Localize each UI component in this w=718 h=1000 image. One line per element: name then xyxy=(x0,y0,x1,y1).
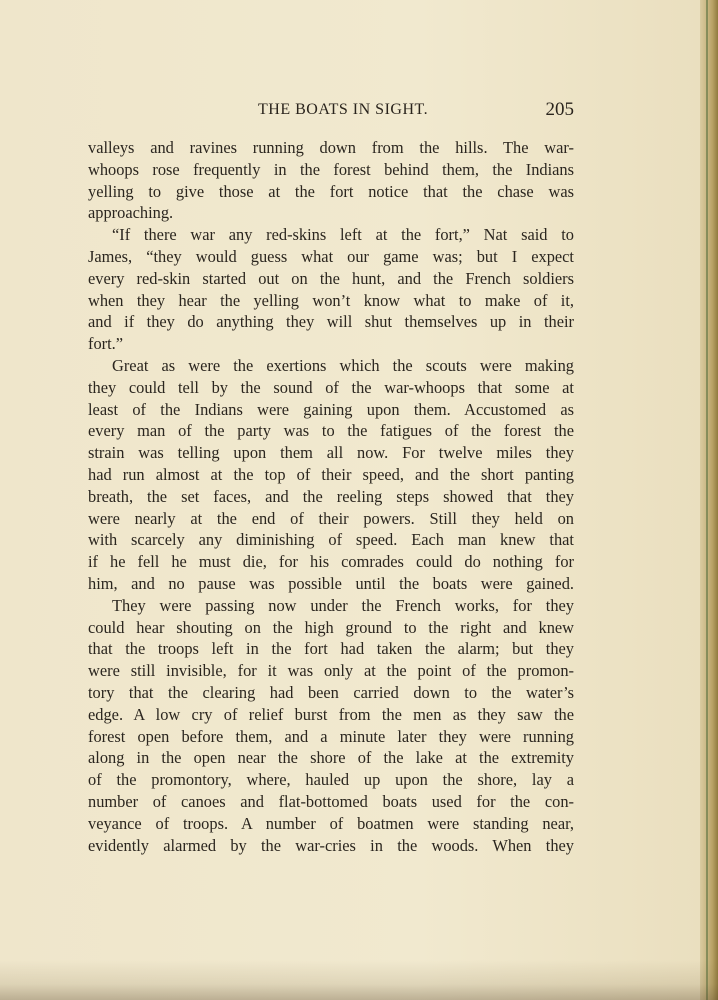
text-line: with scarcely any diminishing of speed. Each man knew that xyxy=(88,530,574,550)
text-line: “If there war any red-skins left at the fort,” Nat said to xyxy=(112,225,574,245)
text-line: edge. A low cry of relief burst from the men as they saw the xyxy=(88,704,574,724)
text-line: valleys and ravines running down from the hills. The war- xyxy=(88,138,574,157)
text-line: whoops rose frequently in the forest behind them, the Indians xyxy=(88,159,574,179)
text-line: breath, the set faces, and the reeling steps showed that they xyxy=(88,486,574,506)
text-line: along in the open near the shore of the lake at the extremity xyxy=(88,748,574,768)
text-line: number of canoes and flat-bottomed boats used for the con- xyxy=(88,791,574,811)
running-head xyxy=(88,101,574,123)
text-line: were nearly at the end of their powers. Still they held on xyxy=(88,508,574,528)
bottom-shadow xyxy=(0,960,718,1000)
text-line: of the promontory, where, hauled up upon the shore, lay a xyxy=(88,770,574,790)
text-line: if he fell he must die, for his comrades could do nothing for xyxy=(88,552,574,572)
body-text xyxy=(88,137,574,856)
text-line: fort.” xyxy=(88,334,124,354)
text-line: veyance of troops. A number of boatmen were standing near, xyxy=(88,813,574,833)
text-line: tory that the clearing had been carried down to the water’s xyxy=(88,682,574,702)
text-line: him, and no pause was possible until the boats were gained. xyxy=(88,573,574,593)
text-line: approaching. xyxy=(88,203,174,223)
page-number: 205 xyxy=(545,99,574,120)
text-line: James, “they would guess what our game was; but I expect xyxy=(88,246,574,266)
text-line: Great as were the exertions which the scouts were making xyxy=(112,355,574,375)
text-line: evidently alarmed by the war-cries in the woods. When they xyxy=(88,835,574,855)
text-line: strain was telling upon them all now. For twelve miles they xyxy=(88,443,574,463)
text-line: every man of the party was to the fatigues of the forest the xyxy=(88,421,574,441)
page-edge xyxy=(700,0,718,1000)
text-line: forest open before them, and a minute later they were running xyxy=(88,726,574,746)
text-line: that the troops left in the fort had taken the alarm; but they xyxy=(88,639,574,659)
text-line: least of the Indians were gaining upon them. Accustomed as xyxy=(88,399,574,419)
binding-line xyxy=(706,0,708,1000)
running-head-title: THE BOATS IN SIGHT. xyxy=(258,101,429,118)
text-line: had run almost at the top of their speed, and the short panting xyxy=(88,464,574,484)
text-line: were still invisible, for it was only at the point of the promon- xyxy=(88,661,574,681)
text-line: and if they do anything they will shut themselves up in their xyxy=(88,312,574,332)
text-line: could hear shouting on the high ground to the right and knew xyxy=(88,617,574,637)
text-line: they could tell by the sound of the war-whoops that some at xyxy=(88,377,574,397)
text-line: every red-skin started out on the hunt, and the French soldiers xyxy=(88,268,574,288)
text-line: They were passing now under the French works, for they xyxy=(112,595,574,615)
text-line: yelling to give those at the fort notice that the chase was xyxy=(88,181,574,201)
text-line: when they hear the yelling won’t know what to make of it, xyxy=(88,290,574,310)
